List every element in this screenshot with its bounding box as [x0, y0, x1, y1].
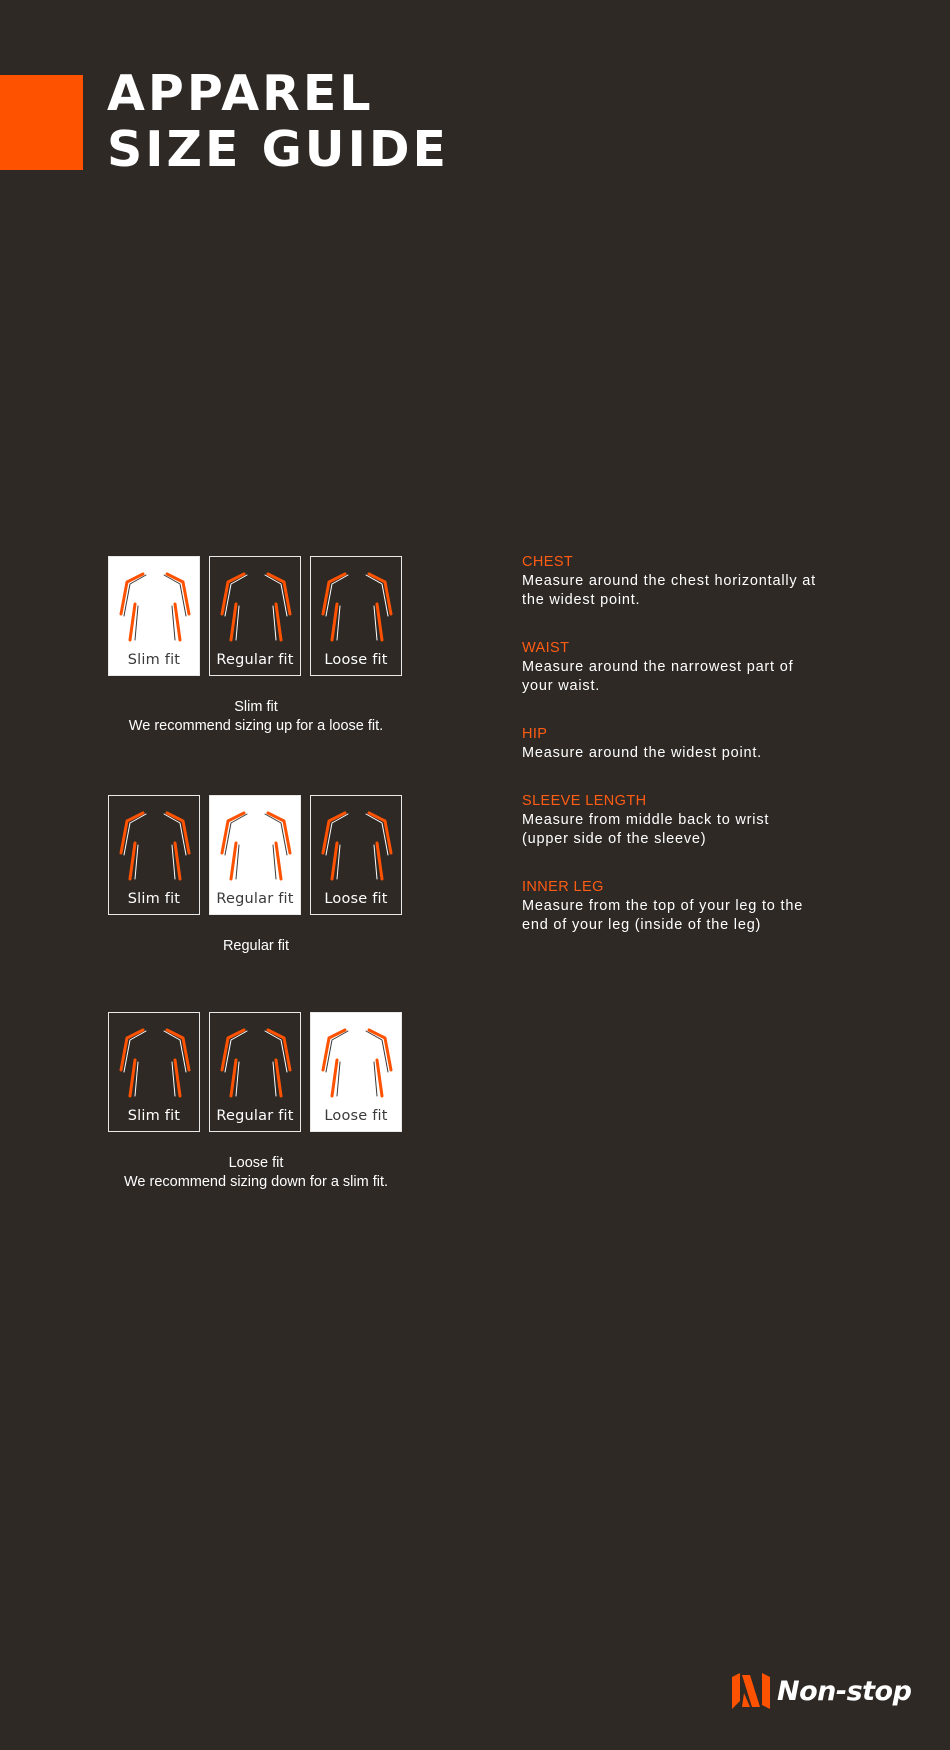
title-line-2: SIZE GUIDE: [107, 121, 449, 178]
measure-text-line: the widest point.: [522, 592, 641, 608]
tile-regular-fit: [209, 795, 301, 915]
tile-label: Loose fit: [324, 891, 388, 907]
measure-text-line: (upper side of the sleeve): [522, 831, 707, 847]
loose-fit-body-icon: [315, 562, 399, 646]
measure-waist: [522, 639, 852, 696]
tile-regular-fit: [209, 556, 301, 676]
measure-text-line: Measure around the widest point.: [522, 745, 763, 761]
accent-block: [0, 75, 83, 170]
slim-fit-body-icon: [113, 801, 197, 885]
loose-fit-body-icon: [315, 1018, 399, 1102]
tile-label: Regular fit: [216, 891, 294, 907]
tile-label: Regular fit: [216, 1108, 294, 1124]
title-line-1: APPAREL: [107, 65, 374, 122]
brand-logo: [730, 1671, 911, 1711]
fit-tiles: [108, 1012, 416, 1132]
fit-group-loose: [96, 1012, 416, 1192]
measure-text-line: Measure around the narrowest part of: [522, 659, 794, 675]
tile-label: Regular fit: [216, 652, 294, 668]
measure-inner-leg: [522, 878, 852, 935]
slim-fit-body-icon: [113, 1018, 197, 1102]
measure-title: HIP: [522, 726, 548, 742]
fit-caption-title: Loose fit: [228, 1155, 284, 1171]
measure-text-line: Measure from the top of your leg to the: [522, 898, 804, 914]
fit-group-slim: [96, 556, 416, 736]
measure-chest: [522, 553, 852, 610]
measure-sleeve-length: [522, 792, 852, 849]
fit-group-regular: [96, 795, 416, 956]
fit-caption-note: We recommend sizing up for a loose fit.: [128, 718, 384, 734]
fit-caption: [96, 937, 416, 956]
fit-tiles: [108, 556, 416, 676]
measure-text-line: end of your leg (inside of the leg): [522, 917, 762, 933]
fit-caption-title: Slim fit: [234, 699, 278, 715]
measure-title: CHEST: [522, 554, 574, 570]
fit-caption: [96, 698, 416, 736]
fit-caption-note: We recommend sizing down for a slim fit.: [123, 1174, 389, 1190]
regular-fit-body-icon: [214, 562, 298, 646]
tile-slim-fit: [108, 1012, 200, 1132]
measure-title: INNER LEG: [522, 879, 604, 895]
measure-text-line: your waist.: [522, 678, 601, 694]
measure-text-line: Measure around the chest horizontally at: [522, 573, 816, 589]
tile-label: Slim fit: [127, 652, 181, 668]
measure-title: WAIST: [522, 640, 570, 656]
measurement-guide: [522, 553, 852, 964]
tile-label: Loose fit: [324, 652, 388, 668]
fit-tiles: [108, 795, 416, 915]
fit-caption: [96, 1154, 416, 1192]
tile-slim-fit: [108, 556, 200, 676]
non-stop-logo-icon: [730, 1671, 772, 1711]
tile-label: Slim fit: [127, 1108, 181, 1124]
tile-loose-fit: [310, 1012, 402, 1132]
regular-fit-body-icon: [214, 1018, 298, 1102]
tile-loose-fit: [310, 795, 402, 915]
slim-fit-body-icon: [113, 562, 197, 646]
tile-loose-fit: [310, 556, 402, 676]
loose-fit-body-icon: [315, 801, 399, 885]
logo-text: Non-stop: [777, 1675, 912, 1707]
tile-slim-fit: [108, 795, 200, 915]
measure-text-line: Measure from middle back to wrist: [522, 812, 770, 828]
measure-title: SLEEVE LENGTH: [522, 793, 647, 809]
measure-hip: [522, 725, 852, 763]
tile-regular-fit: [209, 1012, 301, 1132]
regular-fit-body-icon: [214, 801, 298, 885]
page-title: [107, 66, 449, 178]
fit-caption-title: Regular fit: [222, 938, 290, 954]
tile-label: Slim fit: [127, 891, 181, 907]
tile-label: Loose fit: [324, 1108, 388, 1124]
